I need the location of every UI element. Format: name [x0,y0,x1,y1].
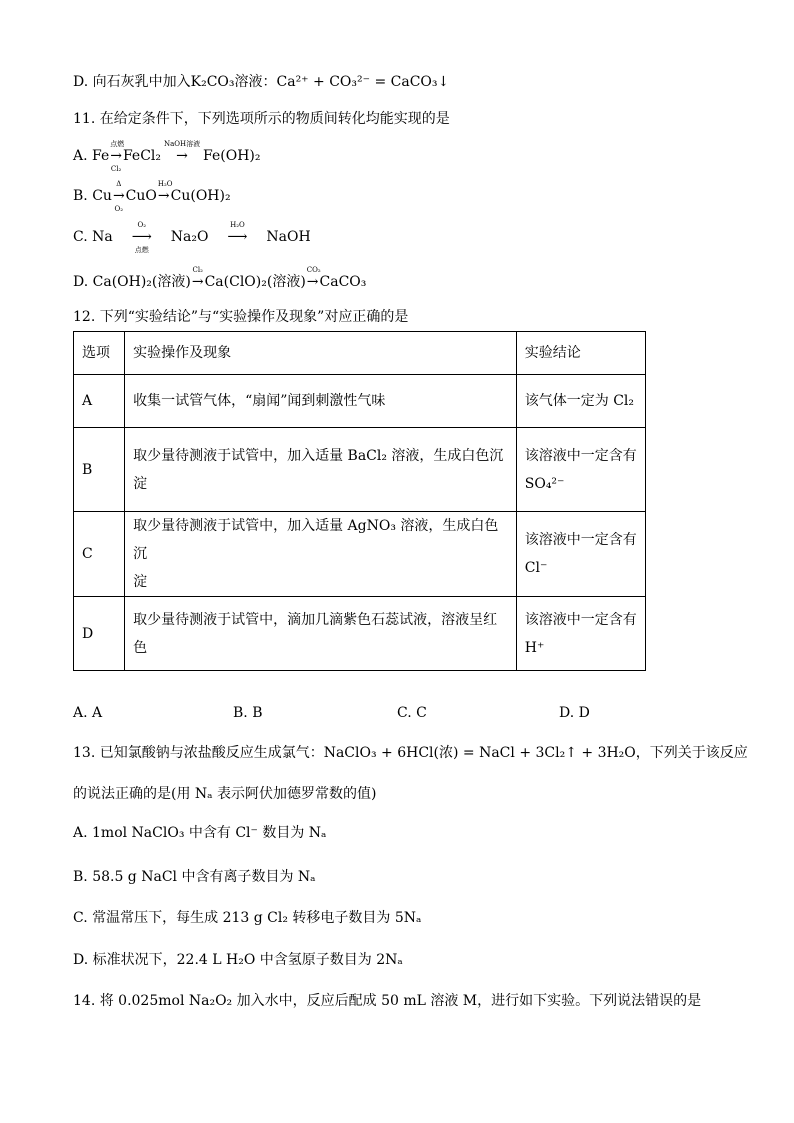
q11-c-arrow1-top: O₂ [137,221,146,229]
q14-stem: 14. 将 0.025mol Na₂O₂ 加入水中，反应后配成 50 mL 溶液 M，进行如下实验。下列说法错误的是 [73,993,702,1009]
table-row [74,428,646,512]
q11-option-c [73,221,311,254]
q11-a-s2: FeCl₂ [122,148,162,164]
row-b-option: B [74,428,125,512]
row-b-operation: 取少量待测液于试管中，加入适量 BaCl₂ 溶液，生成白色沉淀 [125,428,517,512]
q11-d-arrow1-top: Cl₂ [192,266,203,274]
q12-answer-c: C. C [397,705,427,721]
q11-b-label: B. [73,188,88,204]
row-c-conclusion-text: 该溶液中一定含有 [524,532,637,548]
q11-b-arrow2: H₂O → [157,180,173,204]
q10-option-d-reagent: K₂CO₃ [190,74,235,90]
row-c-option: C [74,512,125,597]
q13-option-d: D. 标准状况下，22.4 L H₂O 中含氢原子数目为 2Nₐ [73,952,403,968]
q13-stem-line2: 的说法正确的是(用 Nₐ 表示阿伏加德罗常数的值) [73,786,377,802]
row-d-conclusion [516,597,645,671]
row-c-operation-line1: 取少量待测液于试管中，加入适量 AgNO₃ 溶液，生成白色沉 [133,518,499,562]
q11-d-arrow2: CO₂ → [306,266,321,290]
row-b-conclusion [516,428,645,512]
row-c-operation [125,512,517,597]
q12-answer-b: B. B [233,705,263,721]
q12-table [73,331,646,671]
q11-a-label: A. [73,148,88,164]
row-d-conclusion-ion: H⁺ [524,639,545,656]
q11-d-s1: Ca(OH)₂(溶液) [92,274,191,290]
q10-option-d-label: D. 向石灰乳中加入 [73,74,191,90]
q11-option-a [73,140,261,173]
row-c-conclusion-ion: Cl⁻ [524,560,548,576]
q11-c-s2: Na₂O [170,229,209,245]
row-a-conclusion: 该气体一定为 Cl₂ [516,375,645,428]
q11-b-arrow2-top: H₂O [157,180,173,188]
q11-d-s3: CaCO₃ [319,274,367,290]
q11-d-label: D. [73,274,89,290]
q11-option-d [73,266,367,292]
q10-option-d-suffix: 溶液： [234,74,277,90]
q11-d-arrow1: Cl₂ → [191,266,204,290]
q13-option-c: C. 常温常压下，每生成 213 g Cl₂ 转移电子数目为 5Nₐ [73,910,422,926]
header-option: 选项 [74,332,125,375]
q13-option-a: A. 1mol NaClO₃ 中含有 Cl⁻ 数目为 Nₐ [73,825,327,841]
q11-c-label: C. [73,229,88,245]
table-row [74,375,646,428]
q11-b-s1: Cu [92,188,112,204]
q11-c-s3: NaOH [266,229,311,245]
q11-a-arrow2-top: NaOH溶液 [163,140,201,148]
q11-a-arrow2: NaOH溶液 → [163,140,201,164]
q13-stem-line1: 13. 已知氯酸钠与浓盐酸反应生成氯气：NaClO₃ + 6HCl(浓) = NaCl + 3Cl₂↑ + 3H₂O，下列关于该反应 [73,745,748,761]
row-d-conclusion-text: 该溶液中一定含有 [524,611,637,628]
q11-d-arrow2-top: CO₂ [306,266,321,274]
q13-option-b: B. 58.5 g NaCl 中含有离子数目为 Nₐ [73,869,316,885]
q11-a-arrow1-top: 点燃 [110,140,125,148]
row-c-operation-line2: 淀 [133,574,148,590]
q12-answer-d: D. D [559,705,590,721]
row-b-conclusion-ion: SO₄²⁻ [524,475,565,492]
q11-c-arrow2: H₂O ⟶ [209,230,265,244]
q11-b-s3: Cu(OH)₂ [170,188,231,204]
q12-answer-a: A. A [73,705,103,721]
q11-b-arrow1-top: Δ [116,180,122,188]
q11-a-s3: Fe(OH)₂ [203,148,261,164]
row-d-option: D [74,597,125,671]
q12-stem: 12. 下列“实验结论”与“实验操作及现象”对应正确的是 [73,309,409,325]
row-a-option: A [74,375,125,428]
q11-c-s1: Na [92,229,113,245]
q11-a-s1: Fe [92,148,110,164]
table-row [74,597,646,671]
q11-d-s2: Ca(ClO)₂(溶液) [204,274,306,290]
q10-option-d-equation: Ca²⁺ + CO₃²⁻ = CaCO₃↓ [276,74,450,90]
row-b-conclusion-text: 该溶液中一定含有 [524,447,637,464]
q10-option-d [73,72,449,92]
q11-c-arrow2-top: H₂O [230,221,245,229]
row-a-operation: 收集一试管气体，“扇闻”闻到刺激性气味 [125,375,517,428]
q11-a-arrow1-bottom: Cl₂ [110,165,122,173]
table-header-row [74,332,646,375]
q11-b-arrow1: Δ → O₂ [112,180,125,213]
row-c-conclusion [516,512,645,597]
row-d-operation: 取少量待测液于试管中，滴加几滴紫色石蕊试液，溶液呈红色 [125,597,517,671]
q11-b-arrow1-bottom: O₂ [114,205,124,213]
header-operation: 实验操作及现象 [125,332,517,375]
q11-c-arrow1-bottom: 点燃 [134,246,149,254]
q11-c-arrow1: O₂ ⟶ 点燃 [114,230,170,244]
table-row [74,512,646,597]
header-conclusion: 实验结论 [516,332,645,375]
q11-b-s2: CuO [125,188,157,204]
q11-stem: 11. 在给定条件下，下列选项所示的物质间转化均能实现的是 [73,111,450,127]
q11-option-b [73,180,231,213]
q11-a-arrow1: 点燃 → Cl₂ [110,140,125,173]
